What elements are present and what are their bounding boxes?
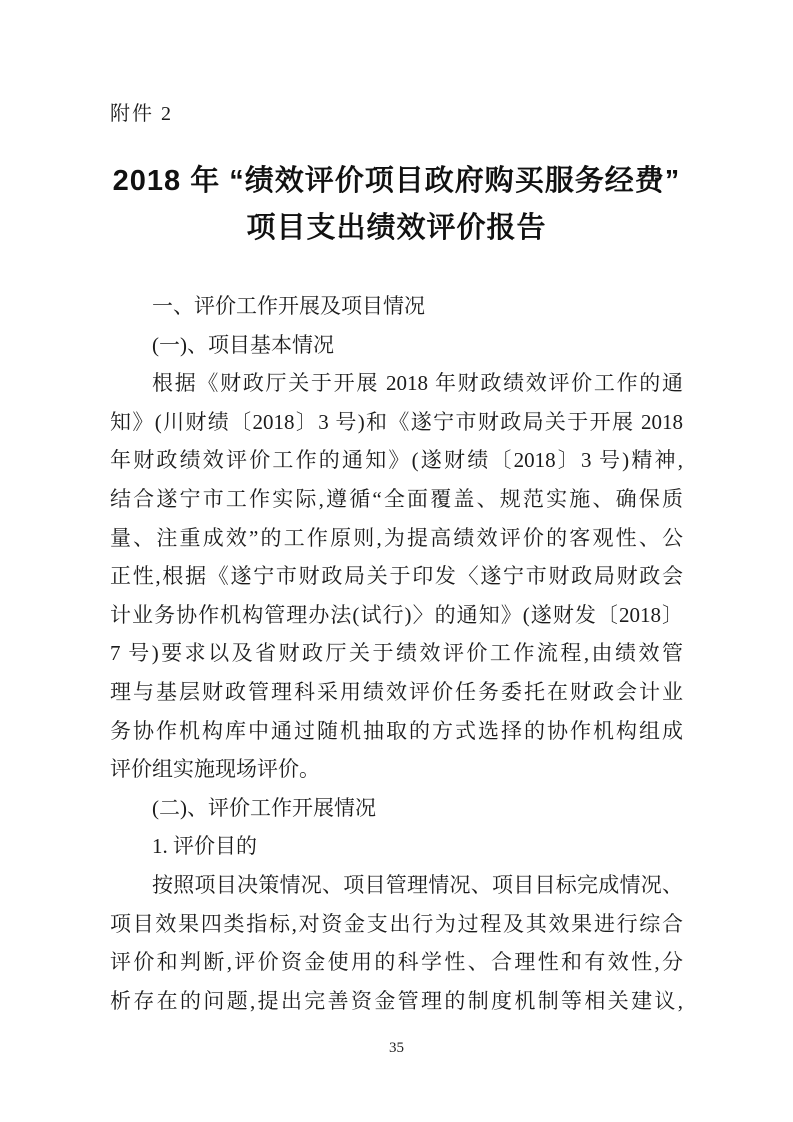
subsection-heading: (二)、评价工作开展情况 — [152, 795, 376, 820]
paragraph-line: 年财政绩效评价工作的通知》(遂财绩〔2018〕3 号)精神, — [110, 448, 683, 473]
subsection-heading: (一)、项目基本情况 — [152, 332, 334, 357]
paragraph-line: 析存在的问题,提出完善资金管理的制度机制等相关建议, — [110, 988, 683, 1013]
attachment-label: 附件 2 — [110, 103, 173, 125]
title-line-1: 2018 年 “绩效评价项目政府购买服务经费” — [112, 165, 681, 197]
body-text — [110, 287, 683, 1020]
section-heading: 一、评价工作开展及项目情况 — [152, 294, 425, 318]
list-item-heading: 1. 评价目的 — [152, 834, 257, 859]
paragraph-line: 项目效果四类指标,对资金支出行为过程及其效果进行综合 — [110, 911, 683, 936]
title-line-2: 项目支出绩效评价报告 — [246, 212, 547, 244]
paragraph-line: 理与基层财政管理科采用绩效评价任务委托在财政会计业 — [110, 679, 683, 704]
paragraph-line: 结合遂宁市工作实际,遵循“全面覆盖、规范实施、确保质 — [110, 486, 683, 511]
paragraph-line: 正性,根据《遂宁市财政局关于印发〈遂宁市财政局财政会 — [110, 564, 683, 589]
paragraph-line: 计业务协作机构管理办法(试行)〉的通知》(遂财发〔2018〕 — [110, 602, 683, 627]
paragraph-line: 评价和判断,评价资金使用的科学性、合理性和有效性,分 — [110, 950, 683, 975]
document-title — [110, 158, 683, 252]
paragraph-line: 量、注重成效”的工作原则,为提高绩效评价的客观性、公 — [110, 525, 683, 550]
page-number: 35 — [389, 1040, 404, 1056]
paragraph-line: 7 号)要求以及省财政厅关于绩效评价工作流程,由绩效管 — [110, 641, 683, 666]
paragraph-line: 按照项目决策情况、项目管理情况、项目目标完成情况、 — [152, 872, 683, 897]
paragraph-line: 务协作机构库中通过随机抽取的方式选择的协作机构组成 — [110, 718, 683, 743]
paragraph-line: 知》(川财绩〔2018〕3 号)和《遂宁市财政局关于开展 2018 — [110, 409, 683, 434]
paragraph-line: 根据《财政厅关于开展 2018 年财政绩效评价工作的通 — [152, 371, 683, 396]
paragraph-line: 评价组实施现场评价。 — [110, 757, 320, 782]
